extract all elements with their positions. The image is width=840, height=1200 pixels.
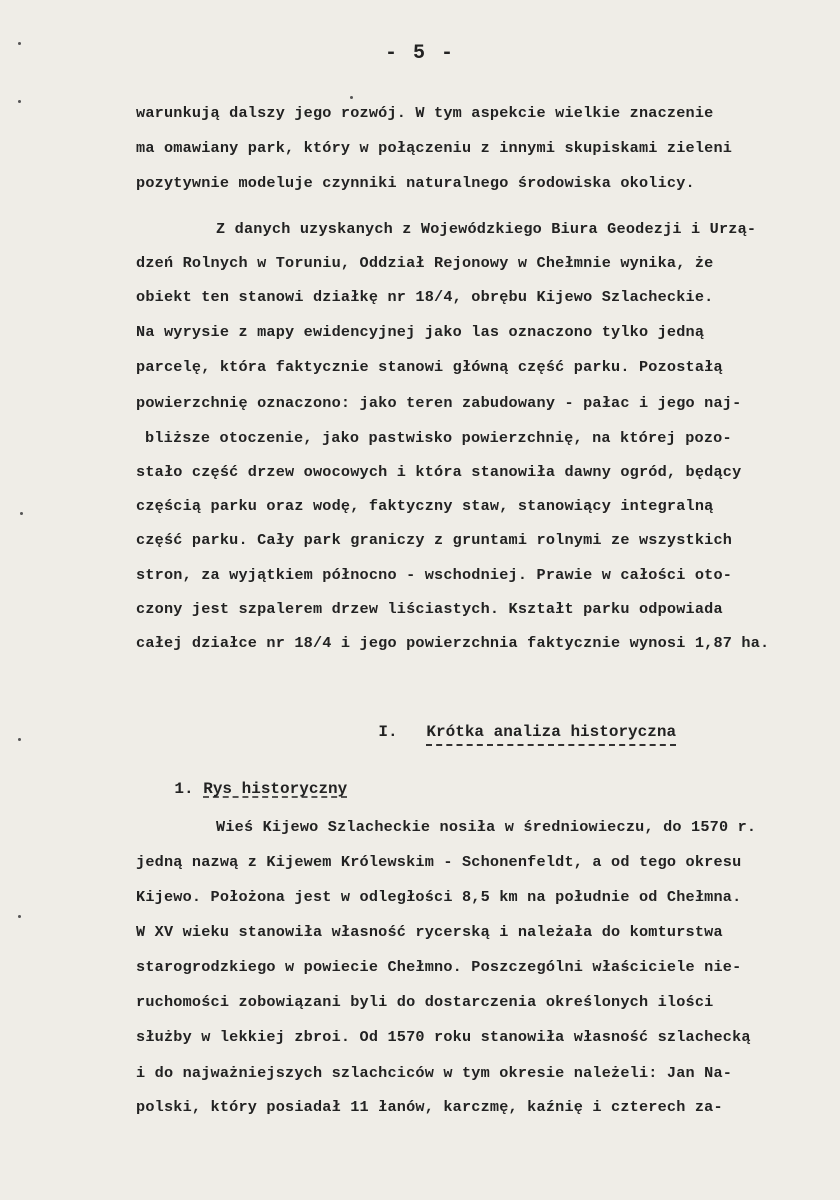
text-line: część parku. Cały park graniczy z gruntami rolnymi ze wszystkich <box>136 531 733 549</box>
text-line: ruchomości zobowiązani byli do dostarczenia określonych ilości <box>136 993 714 1011</box>
text-line: czony jest szpalerem drzew liściastych. Kształt parku odpowiada <box>136 600 723 618</box>
text-line: jedną nazwą z Kijewem Królewskim - Schonenfeldt, a od tego okresu <box>136 853 742 871</box>
text-line: całej działce nr 18/4 i jego powierzchnia faktycznie wynosi 1,87 ha. <box>136 634 770 652</box>
text-line: starogrodzkiego w powiecie Chełmno. Poszczególni właściciele nie- <box>136 958 742 976</box>
text-line: powierzchnię oznaczono: jako teren zabudowany - pałac i jego naj- <box>136 394 742 412</box>
text-line: Kijewo. Położona jest w odległości 8,5 km na południe od Chełmna. <box>136 888 742 906</box>
margin-mark <box>20 512 23 515</box>
text-line: polski, który posiadał 11 łanów, karczmę, kaźnię i czterech za- <box>136 1098 723 1116</box>
text-line: Na wyrysie z mapy ewidencyjnej jako las oznaczono tylko jedną <box>136 323 705 341</box>
text-line: bliższe otoczenie, jako pastwisko powierzchnię, na której pozo- <box>145 429 732 447</box>
section-number: I. <box>378 723 398 741</box>
text-line: dzeń Rolnych w Toruniu, Oddział Rejonowy w Chełmnie wynika, że <box>136 254 714 272</box>
text-line: warunkują dalszy jego rozwój. W tym aspekcie wielkie znaczenie <box>136 104 714 122</box>
subsection-title: Rys historyczny <box>203 780 348 798</box>
section-title: Krótka analiza historyczna <box>426 723 676 746</box>
text-line: pozytywnie modeluje czynniki naturalnego środowiska okolicy. <box>136 174 695 192</box>
text-line: W XV wieku stanowiła własność rycerską i należała do komturstwa <box>136 923 723 941</box>
section-heading <box>340 705 676 759</box>
text-line: stało część drzew owocowych i która stanowiła dawny ogród, będący <box>136 463 742 481</box>
margin-mark <box>18 915 21 918</box>
text-line: Z danych uzyskanych z Wojewódzkiego Biura Geodezji i Urzą- <box>216 220 757 238</box>
text-line: i do najważniejszych szlachciców w tym okresie należeli: Jan Na- <box>136 1064 733 1082</box>
text-line: częścią parku oraz wodę, faktyczny staw, stanowiący integralną <box>136 497 714 515</box>
text-line: parcelę, która faktycznie stanowi główną część parku. Pozostałą <box>136 358 723 376</box>
margin-mark <box>350 96 353 99</box>
margin-mark <box>18 738 21 741</box>
subsection-number: 1. <box>174 780 194 798</box>
text-line: ma omawiany park, który w połączeniu z innymi skupiskami zieleni <box>136 139 733 157</box>
text-line: stron, za wyjątkiem północno - wschodniej. Prawie w całości oto- <box>136 566 733 584</box>
subsection-heading <box>136 762 347 816</box>
text-line: obiekt ten stanowi działkę nr 18/4, obrębu Kijewo Szlacheckie. <box>136 288 714 306</box>
text-line: Wieś Kijewo Szlacheckie nosiła w średniowieczu, do 1570 r. <box>216 818 757 836</box>
page-number: - 5 - <box>384 42 455 65</box>
margin-mark <box>18 100 21 103</box>
text-line: służby w lekkiej zbroi. Od 1570 roku stanowiła własność szlachecką <box>136 1028 751 1046</box>
